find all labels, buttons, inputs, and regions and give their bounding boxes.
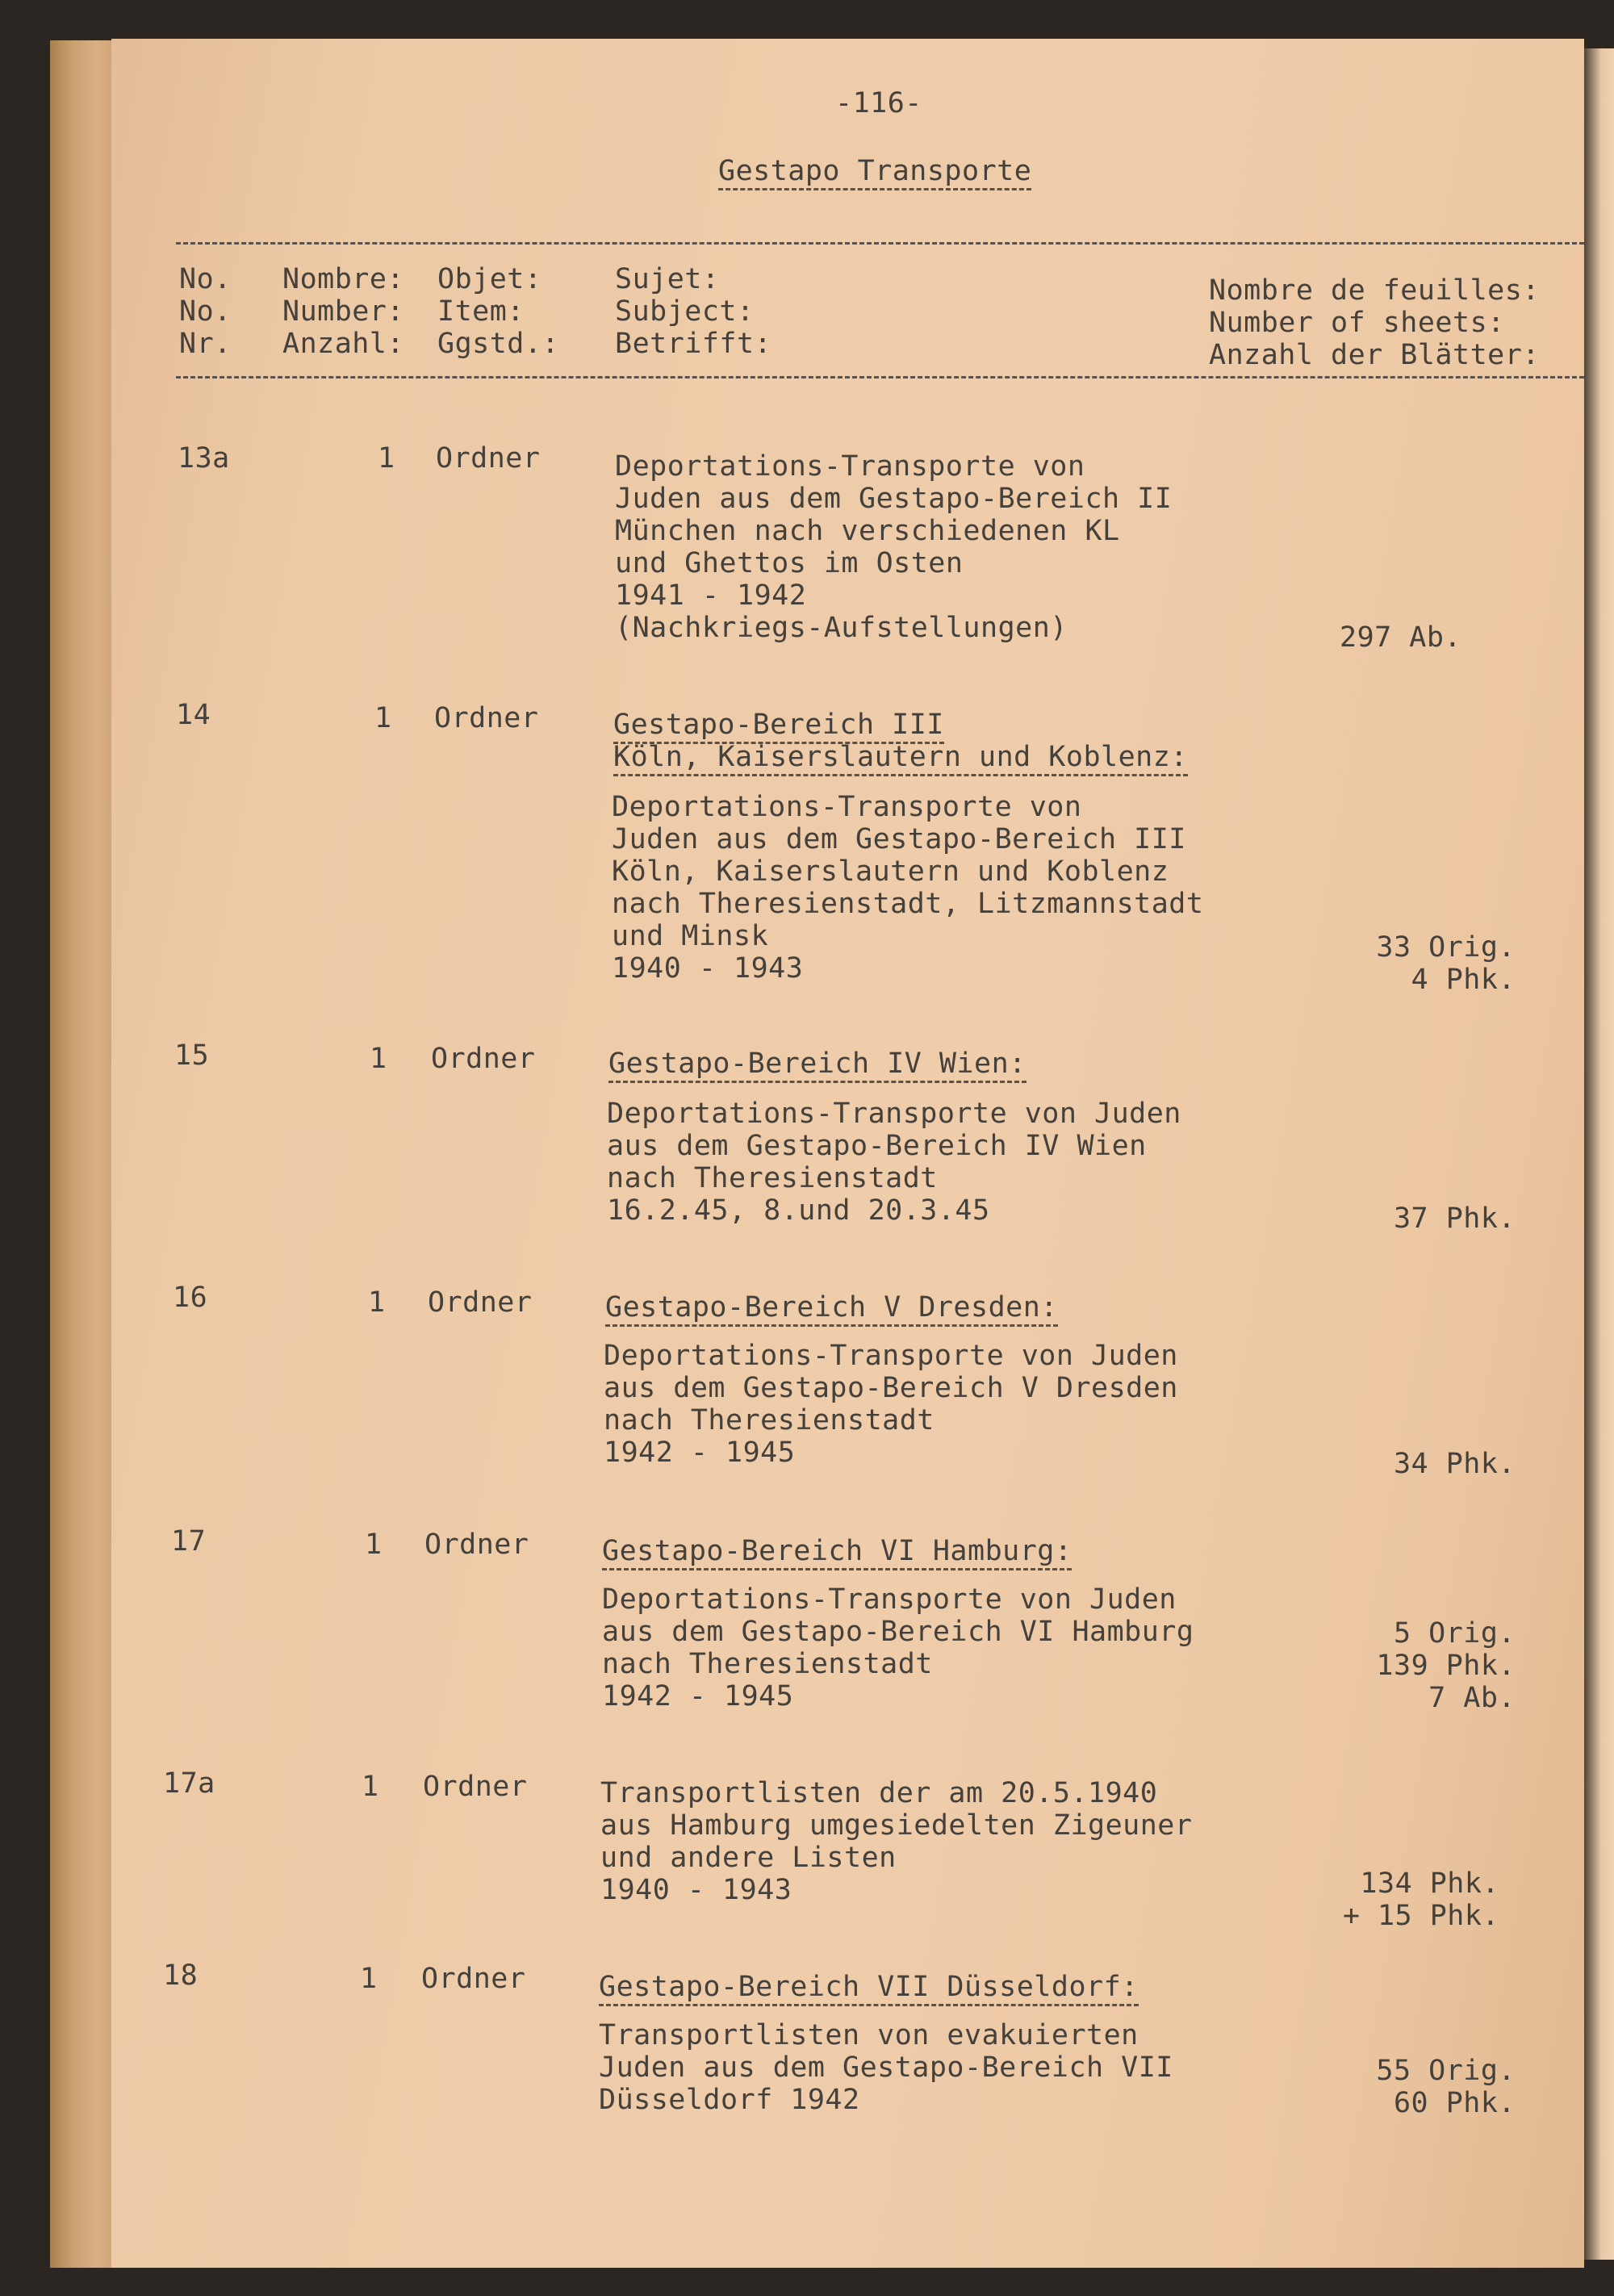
book-spine-edge [50, 40, 115, 2268]
entry-sheets: 55 Orig. 60 Phk. [1376, 2055, 1516, 2119]
header-subject: Sujet: Subject: Betrifft: [615, 263, 772, 360]
entry-heading: Gestapo-Bereich IV Wien: [608, 1048, 1027, 1080]
entry-item: Ordner [436, 442, 541, 475]
entry-no: 17a [163, 1767, 215, 1800]
facing-page-edge [1582, 48, 1614, 2260]
entry-item: Ordner [431, 1043, 536, 1075]
entry-sheets: 5 Orig. 139 Phk. 7 Ab. [1376, 1617, 1516, 1714]
header-item: Objet: Item: Ggstd.: [437, 263, 560, 360]
entry-no: 17 [171, 1525, 207, 1558]
entry-number: 1 [378, 442, 395, 475]
entry-subject: Deportations-Transporte von Juden aus dem Gestapo-Bereich II München nach verschiedenen KL und Ghettos im Osten 1941 - 1942 (Nachkriegs-Aufstellungen) [615, 450, 1173, 644]
entry-heading: Gestapo-Bereich VI Hamburg: [602, 1535, 1072, 1567]
entry-heading: Gestapo-Bereich VII Düsseldorf: [599, 1971, 1139, 2003]
document-page [111, 39, 1584, 2268]
entry-item: Ordner [424, 1529, 529, 1561]
page-number: -116- [835, 87, 922, 119]
entry-subject: Deportations-Transporte von Juden aus dem Gestapo-Bereich III Köln, Kaiserslautern und Koblenz nach Theresienstadt, Litzmannstadt und Minsk 1940 - 1943 [612, 791, 1204, 985]
entry-subject: Deportations-Transporte von Juden aus dem Gestapo-Bereich V Dresden nach Theresienstadt 1942 - 1945 [604, 1340, 1178, 1469]
entry-subject: Deportations-Transporte von Juden aus dem Gestapo-Bereich VI Hamburg nach Theresienstadt 1942 - 1945 [602, 1583, 1194, 1713]
entry-subject: Deportations-Transporte von Juden aus dem Gestapo-Bereich IV Wien nach Theresienstadt 16.2.45, 8.und 20.3.45 [607, 1098, 1181, 1227]
header-sheets: Nombre de feuilles: Number of sheets: Anzahl der Blätter: [1209, 274, 1540, 371]
entry-heading: Gestapo-Bereich V Dresden: [605, 1291, 1058, 1324]
entry-no: 15 [174, 1039, 210, 1072]
entry-no: 14 [176, 699, 211, 731]
entry-no: 18 [163, 1959, 199, 1992]
entry-sheets: 134 Phk. + 15 Phk. [1342, 1867, 1499, 1932]
entry-number: 1 [370, 1043, 387, 1075]
entry-number: 1 [362, 1771, 379, 1803]
entry-subject: Transportlisten der am 20.5.1940 aus Hamburg umgesiedelten Zigeuner und andere Listen 1940 - 1943 [600, 1777, 1193, 1906]
header-no: No. No. Nr. [179, 263, 232, 360]
entry-heading: Gestapo-Bereich III Köln, Kaiserslautern und Koblenz: [613, 709, 1188, 773]
entry-sheets: 33 Orig. 4 Phk. [1376, 931, 1516, 996]
entry-item: Ordner [428, 1286, 533, 1319]
entry-subject: Transportlisten von evakuierten Juden aus dem Gestapo-Bereich VII Düsseldorf 1942 [599, 2019, 1173, 2116]
header-number: Nombre: Number: Anzahl: [282, 263, 405, 360]
header-rule-bottom [176, 376, 1584, 378]
entry-item: Ordner [434, 702, 539, 734]
page-title: Gestapo Transporte [718, 155, 1031, 190]
entry-number: 1 [368, 1286, 386, 1319]
entry-number: 1 [360, 1963, 378, 1995]
entry-no: 16 [173, 1282, 208, 1314]
entry-no: 13a [178, 442, 230, 475]
entry-item: Ordner [423, 1771, 528, 1803]
entry-sheets: 34 Phk. [1393, 1448, 1516, 1480]
header-rule-top [176, 242, 1584, 245]
entry-number: 1 [374, 702, 392, 734]
entry-sheets: 37 Phk. [1393, 1202, 1516, 1235]
entry-number: 1 [365, 1529, 383, 1561]
entry-sheets: 297 Ab. [1340, 621, 1462, 654]
entry-item: Ordner [421, 1963, 526, 1995]
